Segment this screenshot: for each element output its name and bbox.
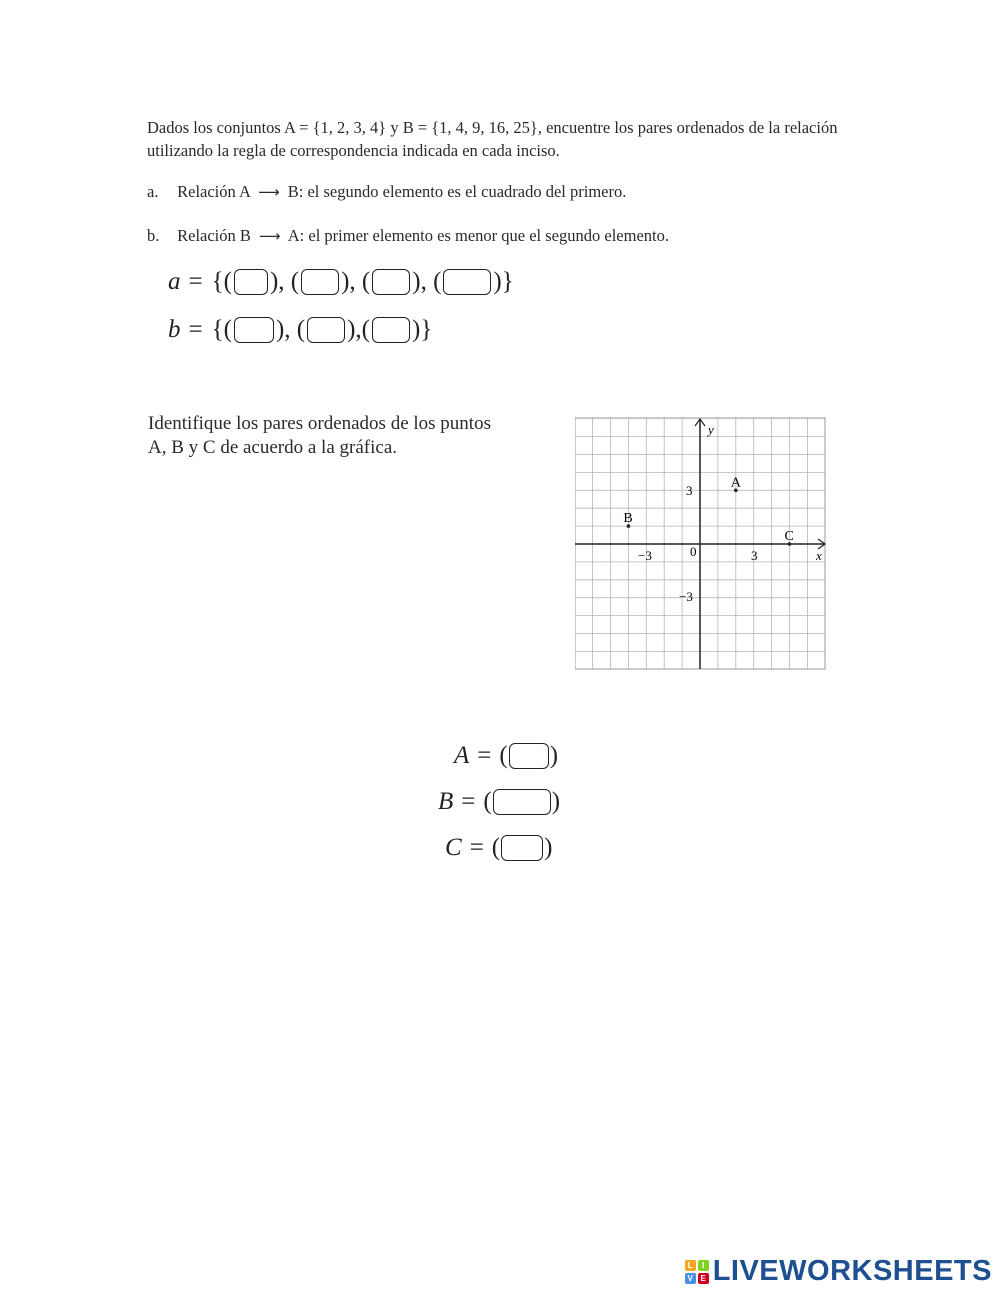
tick-y-3: 3 [686,483,693,498]
liveworksheets-logo [685,1255,992,1288]
item-a-label: a. [147,182,159,201]
tick-x-3: 3 [751,548,758,563]
answer-point-b: B = ( ) [438,788,561,815]
answer-point-c-input[interactable] [501,835,543,861]
answer-a-input-3[interactable] [372,269,410,295]
x-axis-label: x [816,548,822,563]
answer-b-input-2[interactable] [307,317,345,343]
tick-y-neg3: −3 [679,589,693,604]
graph-prompt: Identifique los pares ordenados de los puntos A, B y C de acuerdo a la gráfica. [148,413,491,458]
tick-x-neg3: −3 [638,548,652,563]
answer-point-c-var: C [445,834,462,861]
item-a [147,182,626,202]
y-axis-label: y [708,422,714,437]
answer-point-b-input[interactable] [493,789,551,815]
answer-a-input-2[interactable] [301,269,339,295]
answer-point-c: C = ( ) [445,834,553,861]
answer-a-var: a [168,268,181,295]
answer-point-a-input[interactable] [509,743,549,769]
answer-point-b-var: B [438,788,454,815]
item-a-right: B: el segundo elemento es el cuadrado del primero. [287,182,627,201]
item-b-label: b. [147,226,160,245]
point-a-label: A [730,475,741,491]
logo-icon: L I V E [685,1260,709,1284]
answer-a-input-1[interactable] [234,269,268,295]
tick-origin: 0 [690,544,697,559]
item-b-right: A: el primer elemento es menor que el segundo elemento. [287,226,669,245]
answer-b-input-3[interactable] [372,317,410,343]
answer-a-line: a = {( ), ( ), ( ), ( )} [168,268,514,295]
answer-point-a: A = ( ) [454,742,559,769]
arrow-icon: ⟶ [258,183,280,201]
arrow-icon: ⟶ [259,227,281,245]
instructions-text: Dados los conjuntos A = {1, 2, 3, 4} y B = {1, 4, 9, 16, 25}, encuentre los pares ordenados de la relación utilizando la regla de correspondencia indicada en cada inciso. [147,118,838,160]
coordinate-graph [575,417,827,671]
logo-text: LIVEWORKSHEETS [712,1255,992,1287]
point-c-label: C [784,529,794,544]
item-b [147,226,669,246]
answer-a-input-4[interactable] [443,269,491,295]
answer-b-var: b [168,316,181,343]
answer-b-input-1[interactable] [234,317,274,343]
answer-point-a-var: A [454,742,470,769]
answer-b-line: b = {( ), ( ),( )} [168,316,433,343]
point-b-label: B [623,511,633,527]
item-b-left: Relación B [177,226,251,245]
item-a-left: Relación A [177,182,250,201]
